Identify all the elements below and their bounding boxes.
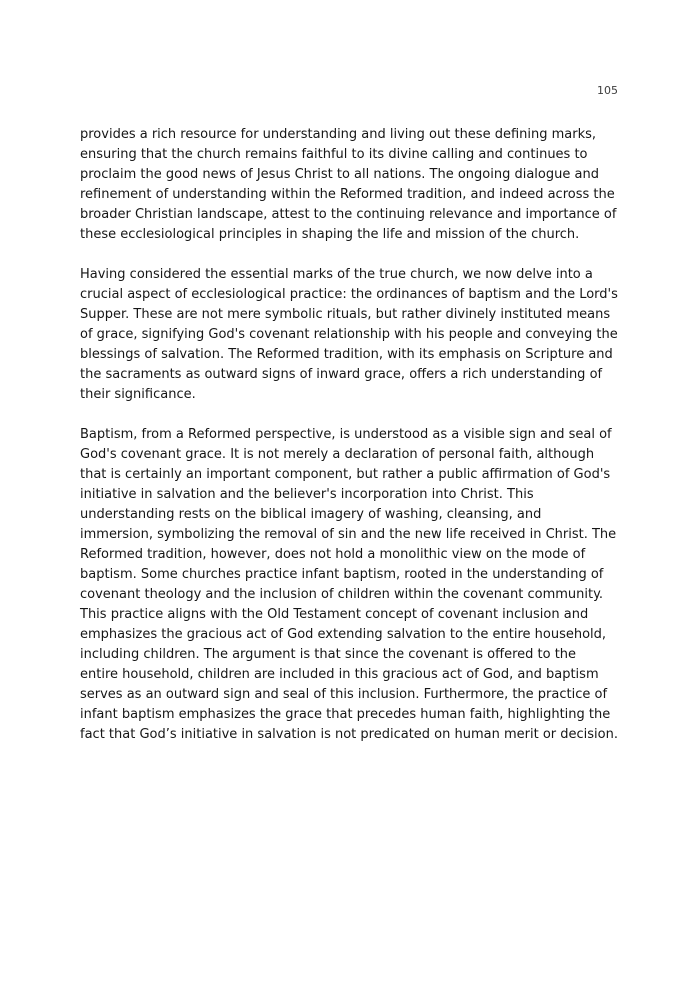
paragraph-3: Baptism, from a Reformed perspective, is understood as a visible sign and seal of God's covenant grace. It is not merely a declaration of personal faith, although that is certainly an important component, but rather a public affirmation of God's initiative in salvation and the believer's incorporation into Christ. This understanding rests on the biblical imagery of washing, cleansing, and immersion, symbolizing the removal of sin and the new life received in Christ. The Reformed tradition, however, does not hold a monolithic view on the mode of baptism. Some churches practice infant baptism, rooted in the understanding of covenant theology and the inclusion of children within the covenant community. This practice aligns with the Old Testament concept of covenant inclusion and emphasizes the gracious act of God extending salvation to the entire household, including children. The argument is that since the covenant is offered to the entire household, children are included in this gracious act of God, and baptism serves as an outward sign and seal of this inclusion. Furthermore, the practice of infant baptism emphasizes the grace that precedes human faith, highlighting the fact that God’s initiative in salvation is not predicated on human merit or decision. xyxy=(80,427,618,742)
page-number: 105 xyxy=(597,84,618,97)
paragraph-2: Having considered the essential marks of the true church, we now delve into a crucial aspect of ecclesiological practice: the ordinances of baptism and the Lord's Supper. These are not mere symbolic rituals, but rather divinely instituted means of grace, signifying God's covenant relationship with his people and conveying the blessings of salvation. The Reformed tradition, with its emphasis on Scripture and the sacraments as outward signs of inward grace, offers a rich understanding of their significance. xyxy=(80,267,618,402)
page-content xyxy=(80,125,618,745)
paragraph-1: provides a rich resource for understanding and living out these defining marks, ensuring that the church remains faithful to its divine calling and continues to proclaim the good news of Jesus Christ to all nations. The ongoing dialogue and refinement of understanding within the Reformed tradition, and indeed across the broader Christian landscape, attest to the continuing relevance and importance of these ecclesiological principles in shaping the life and mission of the church. xyxy=(80,127,617,242)
